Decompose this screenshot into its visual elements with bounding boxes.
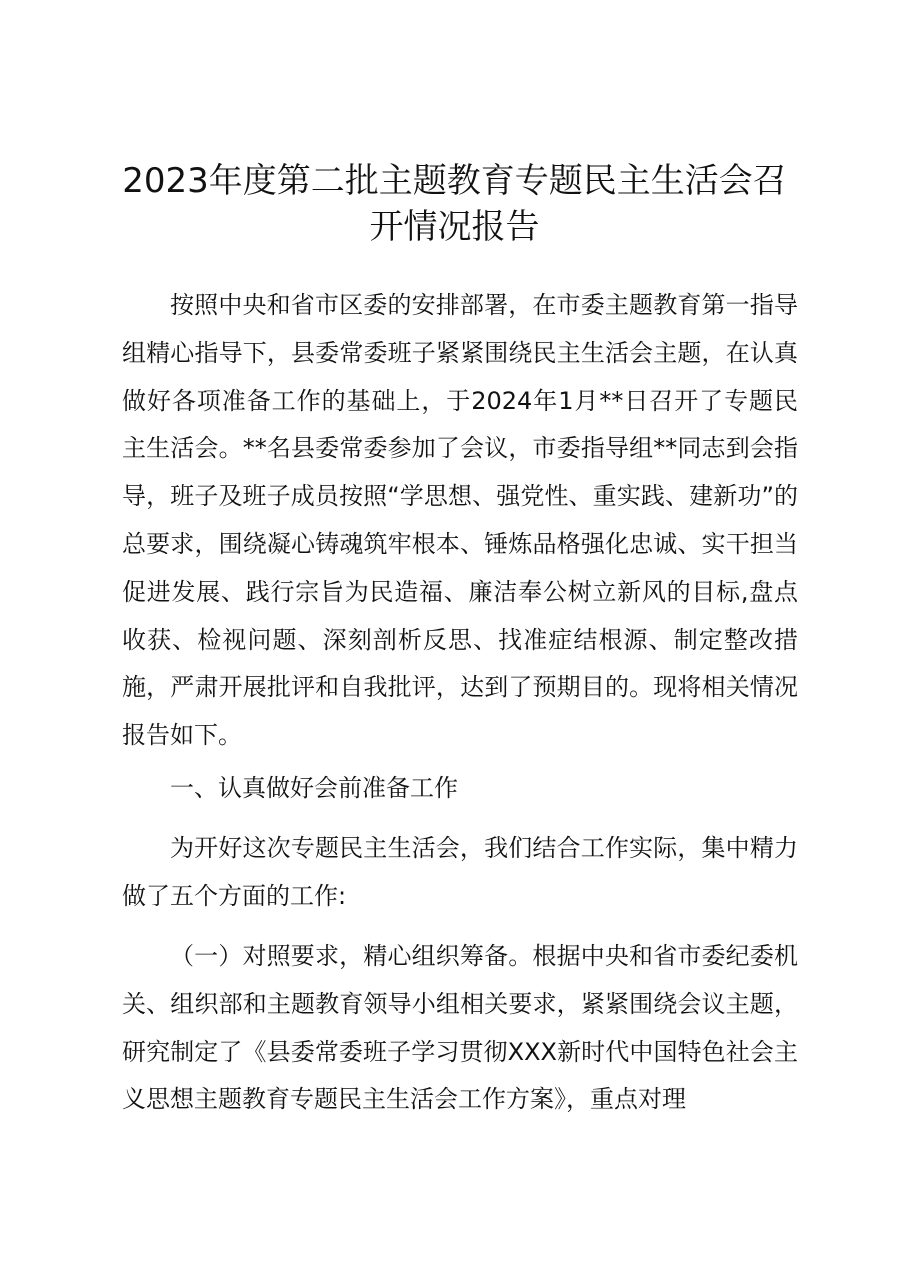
document-title: 2023年度第二批主题教育专题民主生活会召开情况报告 [122,161,787,247]
intro-paragraph: 按照中央和省市区委的安排部署，在市委主题教育第一指导组精心指导下，县委常委班子紧紧围绕民主生活会主题，在认真做好各项准备工作的基础上，于2024年1月**日召开了专题民主生活会。**名县委常委参加了会议，市委指导组**同志到会指导，班子及班子成员按照“学思想、强党性、重实践、建新功”的总要求，围绕凝心铸魂筑牢根本、锤炼品格强化忠诚、实干担当促进发展、践行宗旨为民造福、廉洁奉公树立新风的目标,盘点收获、检视问题、深刻剖析反思、找准症结根源、制定整改措施，严肃开展批评和自我批评，达到了预期目的。现将相关情况报告如下。 [122,291,798,750]
section-heading: 一、认真做好会前准备工作 [170,774,458,802]
section-intro-paragraph: 为开好这次专题民主生活会，我们结合工作实际，集中精力做了五个方面的工作: [122,834,798,910]
subsection-paragraph: （一）对照要求，精心组织筹备。根据中央和省市委纪委机关、组织部和主题教育领导小组相关要求，紧紧围绕会议主题，研究制定了《县委常委班子学习贯彻XXX新时代中国特色社会主义思想主题教育专题民主生活会工作方案》，重点对理 [122,942,798,1114]
